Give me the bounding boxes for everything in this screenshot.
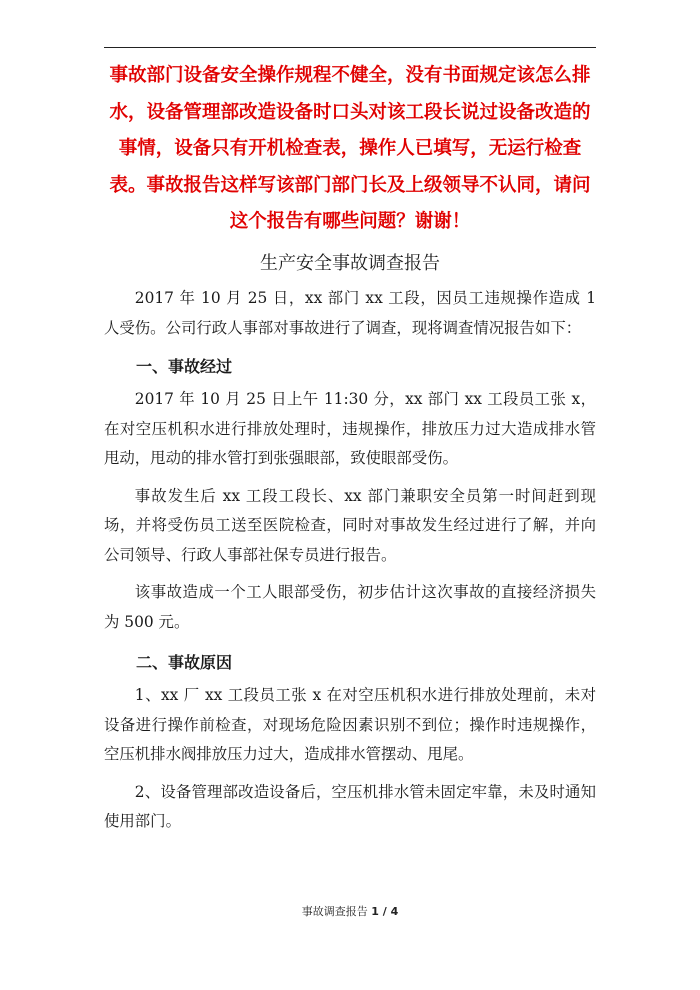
process-paragraph-3: 该事故造成一个工人眼部受伤，初步估计这次事故的直接经济损失为 500 元。 [104, 583, 596, 631]
section-heading-cause: 二、事故原因 [136, 653, 233, 672]
section-heading-process: 一、事故经过 [136, 357, 233, 376]
report-body [104, 244, 596, 837]
footer-label: 事故调查报告 [301, 905, 368, 918]
cause-paragraph-1: 1、xx 厂 xx 工段员工张 x 在对空压机积水进行排放处理前，未对设备进行操作前检查，对现场危险因素识别不到位；操作时违规操作，空压机排水阀排放压力过大，造成排水管摆动、甩尾。 [104, 686, 596, 763]
page-number: 1 / 4 [371, 905, 399, 918]
process-paragraph-1: 2017 年 10 月 25 日上午 11:30 分，xx 部门 xx 工段员工张 x，在对空压机积水进行排放处理时，违规操作，排放压力过大造成排水管甩动，甩动的排水管打到张强眼部，致使眼部受伤。 [104, 390, 596, 467]
cause-paragraph-2: 2、设备管理部改造设备后，空压机排水管未固定牢靠，未及时通知使用部门。 [104, 782, 596, 830]
process-paragraph-2: 事故发生后 xx 工段工段长、xx 部门兼职安全员第一时间赶到现场，并将受伤员工送至医院检查，同时对事故发生经过进行了解，并向公司领导、行政人事部社保专员进行报告。 [104, 486, 596, 564]
report-title: 生产安全事故调查报告 [260, 253, 440, 274]
page-footer [0, 903, 700, 919]
question-text: 事故部门设备安全操作规程不健全，没有书面规定该怎么排水，设备管理部改造设备时口头对该工段长说过设备改造的事情，设备只有开机检查表，操作人已填写，无运行检查表。事故报告这样写该部门部门长及上级领导不认同，请问这个报告有哪些问题？谢谢！ [109, 65, 591, 232]
intro-paragraph: 2017 年 10 月 25 日，xx 部门 xx 工段，因员工违规操作造成 1 人受伤。公司行政人事部对事故进行了调查，现将调查情况报告如下： [104, 289, 596, 337]
header-rule [104, 47, 596, 48]
